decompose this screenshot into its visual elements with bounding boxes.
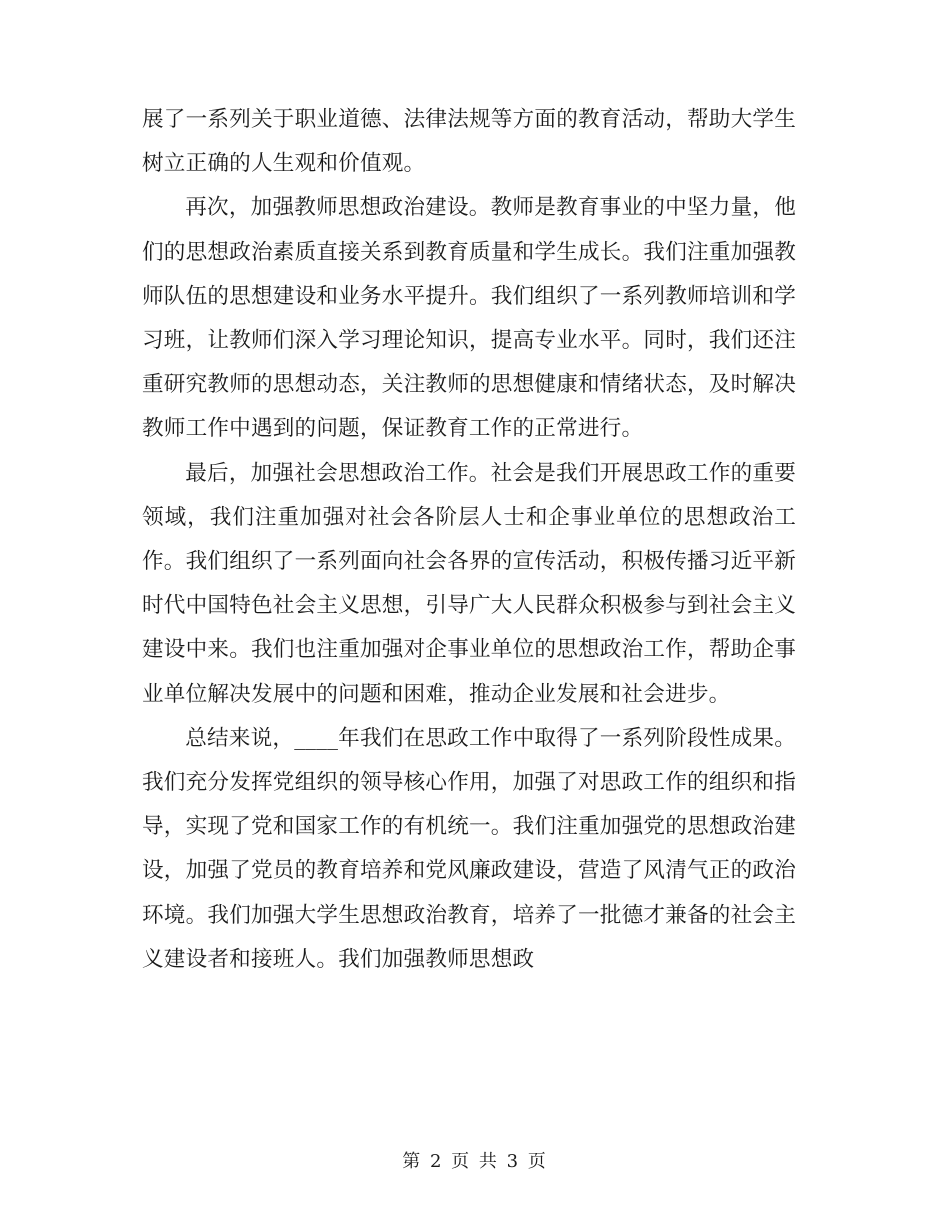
paragraph-summary: 总结来说，____年我们在思政工作中取得了一系列阶段性成果。我们充分发挥党组织的领导核心作用，加强了对思政工作的组织和指导，实现了党和国家工作的有机统一。我们注重加强党的思想政治建设，加强了党员的教育培养和党风廉政建设，营造了风清气正的政治环境。我们加强大学生思想政治教育，培养了一批德才兼备的社会主义建设者和接班人。我们加强教师思想政 bbox=[142, 725, 796, 972]
page-number-label: 第 2 页 共 3 页 bbox=[402, 1151, 548, 1172]
paragraph-continuation: 展了一系列关于职业道德、法律法规等方面的教育活动，帮助大学生树立正确的人生观和价值观。 bbox=[142, 107, 796, 177]
document-body bbox=[142, 98, 796, 982]
paragraph-teachers: 再次，加强教师思想政治建设。教师是教育事业的中坚力量，他们的思想政治素质直接关系到教育质量和学生成长。我们注重加强教师队伍的思想建设和业务水平提升。我们组织了一系列教师培训和学习班，让教师们深入学习理论知识，提高专业水平。同时，我们还注重研究教师的思想动态，关注教师的思想健康和情绪状态，及时解决教师工作中遇到的问题，保证教育工作的正常进行。 bbox=[142, 195, 796, 442]
paragraph-society: 最后，加强社会思想政治工作。社会是我们开展思政工作的重要领域，我们注重加强对社会各阶层人士和企事业单位的思想政治工作。我们组织了一系列面向社会各界的宣传活动，积极传播习近平新时代中国特色社会主义思想，引导广大人民群众积极参与到社会主义建设中来。我们也注重加强对企事业单位的思想政治工作，帮助企事业单位解决发展中的问题和困难，推动企业发展和社会进步。 bbox=[142, 460, 796, 707]
page-footer bbox=[0, 1147, 950, 1173]
